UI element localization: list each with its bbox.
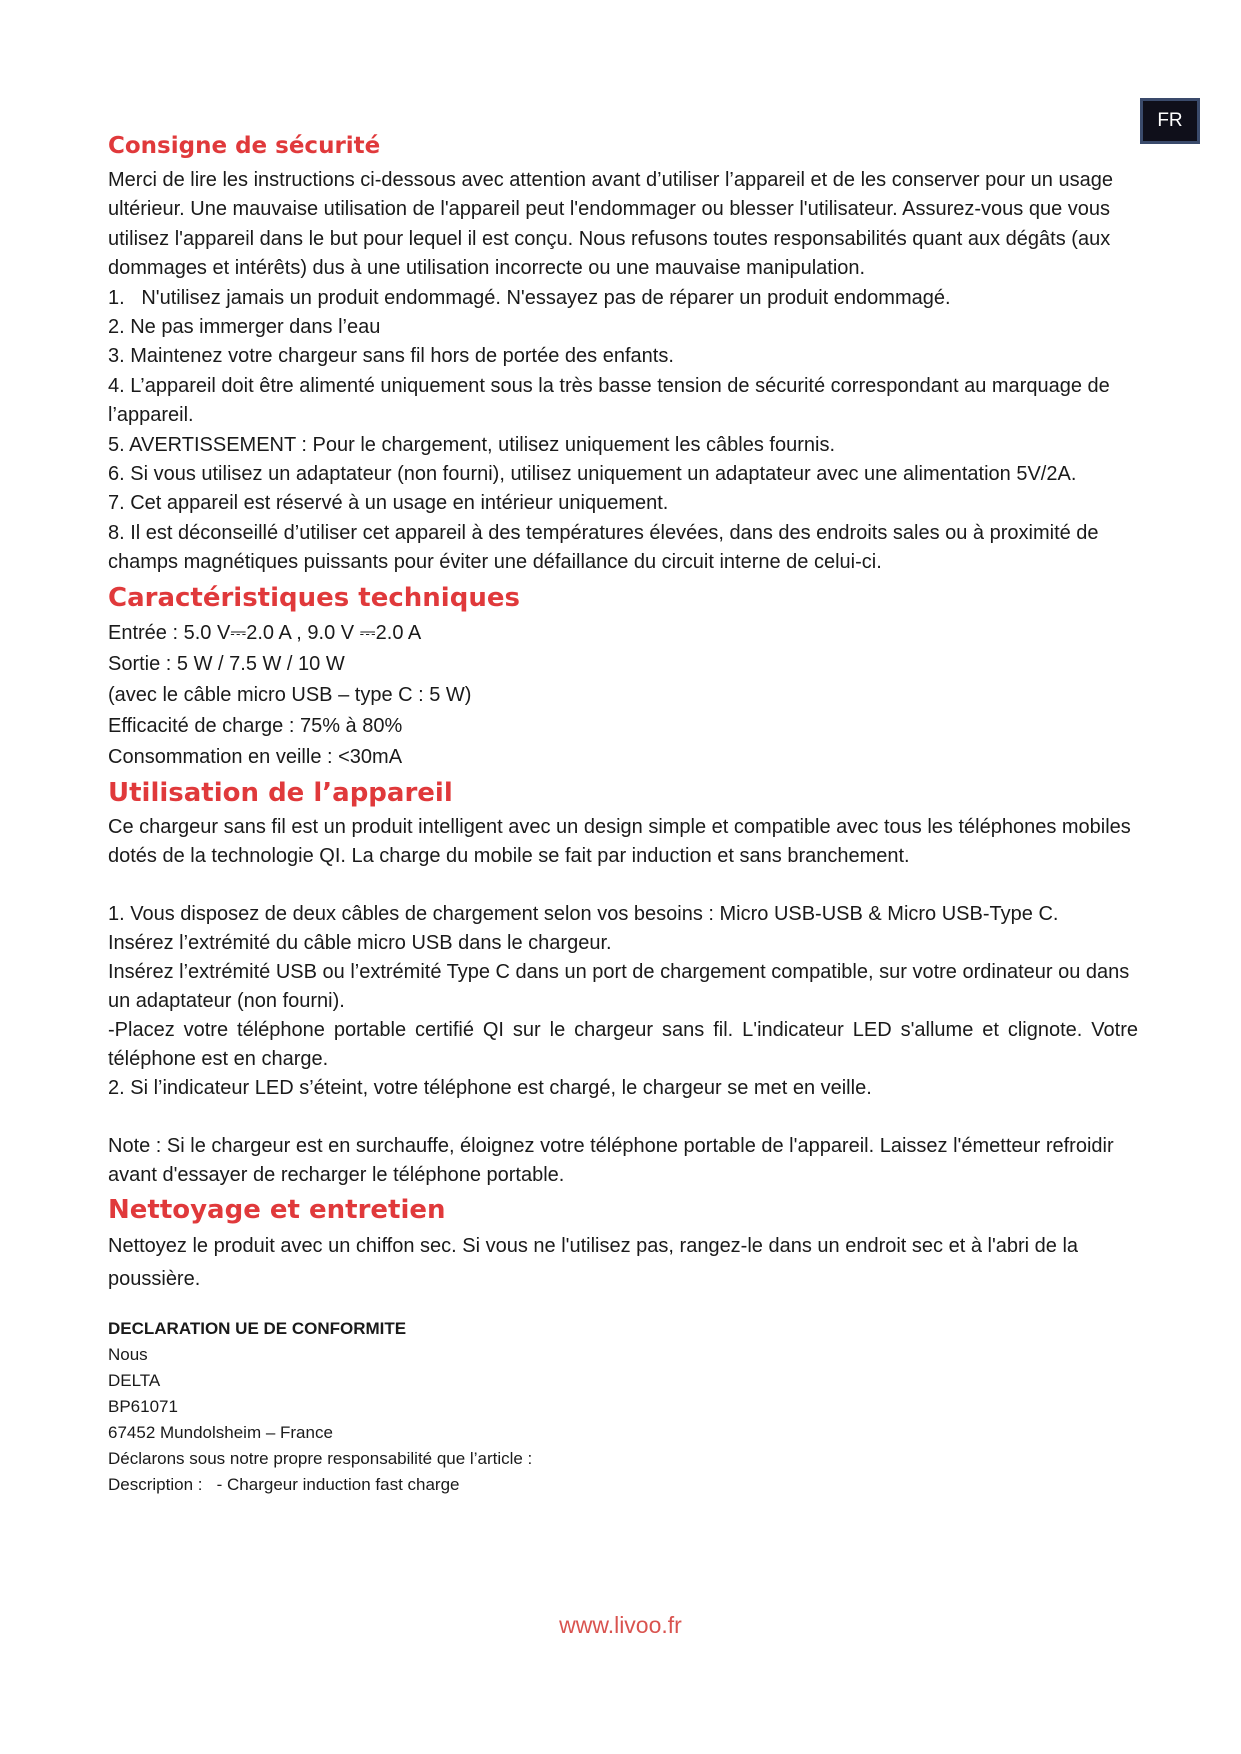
- safety-item-7: 7. Cet appareil est réservé à un usage en intérieur uniquement.: [108, 492, 669, 515]
- usage-step-1a: Insérez l’extrémité du câble micro USB dans le chargeur.: [108, 931, 612, 954]
- cleaning-section: [108, 1190, 1138, 1296]
- safety-item-5: 5. AVERTISSEMENT : Pour le chargement, utilisez uniquement les câbles fournis.: [108, 433, 836, 456]
- spec-output: Sortie : 5 W / 7.5 W / 10 W: [108, 652, 345, 675]
- usage-step-1b: Insérez l’extrémité USB ou l’extrémité Type C dans un port de chargement compatible, sur votre ordinateur ou dans un adaptateur (non fourni).: [108, 960, 1130, 1012]
- safety-item-8: 8. Il est déconseillé d’utiliser cet appareil à des températures élevées, dans des endroits sales ou à proximité de champs magnétiques puissants pour éviter une défaillance du circuit interne de celui-ci.: [108, 521, 1099, 574]
- declaration-line: Description : - Chargeur induction fast charge: [108, 1474, 460, 1494]
- usage-step-2: 2. Si l’indicateur LED s’éteint, votre téléphone est chargé, le chargeur se met en veille.: [108, 1076, 872, 1099]
- declaration-line: DELTA: [108, 1370, 161, 1390]
- specs-section: [108, 578, 1138, 773]
- declaration-line: BP61071: [108, 1396, 178, 1416]
- spec-efficiency: Efficacité de charge : 75% à 80%: [108, 714, 403, 737]
- usage-step-1: 1. Vous disposez de deux câbles de chargement selon vos besoins : Micro USB-USB & Micro USB-Type C.: [108, 902, 1059, 925]
- safety-title: Consigne de sécurité: [108, 133, 381, 159]
- safety-section: [108, 126, 1138, 578]
- declaration-title: DECLARATION UE DE CONFORMITE: [108, 1318, 407, 1338]
- spec-standby: Consommation en veille : <30mA: [108, 745, 403, 768]
- specs-title: Caractéristiques techniques: [108, 582, 520, 613]
- spec-input: Entrée : 5.0 V⎓2.0 A , 9.0 V ⎓2.0 A: [108, 621, 422, 644]
- cleaning-title: Nettoyage et entretien: [108, 1194, 446, 1225]
- safety-item-4: 4. L’appareil doit être alimenté uniquement sous la très basse tension de sécurité correspondant au marquage de l’appareil.: [108, 374, 1110, 427]
- cleaning-text: Nettoyez le produit avec un chiffon sec. Si vous ne l'utilisez pas, rangez-le dans un endroit sec et à l'abri de la poussière.: [108, 1234, 1079, 1290]
- usage-section: [108, 773, 1138, 1190]
- usage-step-1c: -Placez votre téléphone portable certifié QI sur le chargeur sans fil. L'indicateur LED s'allume et clignote. Votre téléphone est en charge.: [108, 1018, 1138, 1070]
- declaration-section: [108, 1316, 1138, 1498]
- safety-item-1: 1. N'utilisez jamais un produit endommagé. N'essayez pas de réparer un produit endommagé.: [108, 286, 951, 309]
- language-badge: FR: [1140, 98, 1200, 144]
- usage-note: Note : Si le chargeur est en surchauffe, éloignez votre téléphone portable de l'appareil. Laissez l'émetteur refroidir avant d'essayer de recharger le téléphone portable.: [108, 1134, 1114, 1186]
- page-content: [108, 126, 1138, 1498]
- safety-item-2: 2. Ne pas immerger dans l’eau: [108, 316, 381, 339]
- safety-item-6: 6. Si vous utilisez un adaptateur (non fourni), utilisez uniquement un adaptateur avec une alimentation 5V/2A.: [108, 463, 1077, 486]
- declaration-line: Déclarons sous notre propre responsabilité que l’article :: [108, 1448, 533, 1468]
- safety-item-3: 3. Maintenez votre chargeur sans fil hors de portée des enfants.: [108, 345, 674, 368]
- usage-title: Utilisation de l’appareil: [108, 777, 453, 808]
- usage-intro: Ce chargeur sans fil est un produit intelligent avec un design simple et compatible avec tous les téléphones mobiles dotés de la technologie QI. La charge du mobile se fait par induction et sans branchement.: [108, 815, 1131, 867]
- declaration-line: Nous: [108, 1344, 148, 1364]
- safety-intro: Merci de lire les instructions ci-dessous avec attention avant d’utiliser l’appareil et de les conserver pour un usage ultérieur. Une mauvaise utilisation de l'appareil peut l'endommager ou blesser l'utilisateur. Assurez-vous que vous utilisez l'appareil dans le but pour lequel il est conçu. Nous refusons toutes responsabilités quant aux dégâts (aux dommages et intérêts) dus à une utilisation incorrecte ou une mauvaise manipulation.: [108, 169, 1113, 280]
- spec-cable-note: (avec le câble micro USB – type C : 5 W): [108, 683, 472, 706]
- declaration-line: 67452 Mundolsheim – France: [108, 1422, 333, 1442]
- footer-website: www.livoo.fr: [559, 1612, 682, 1638]
